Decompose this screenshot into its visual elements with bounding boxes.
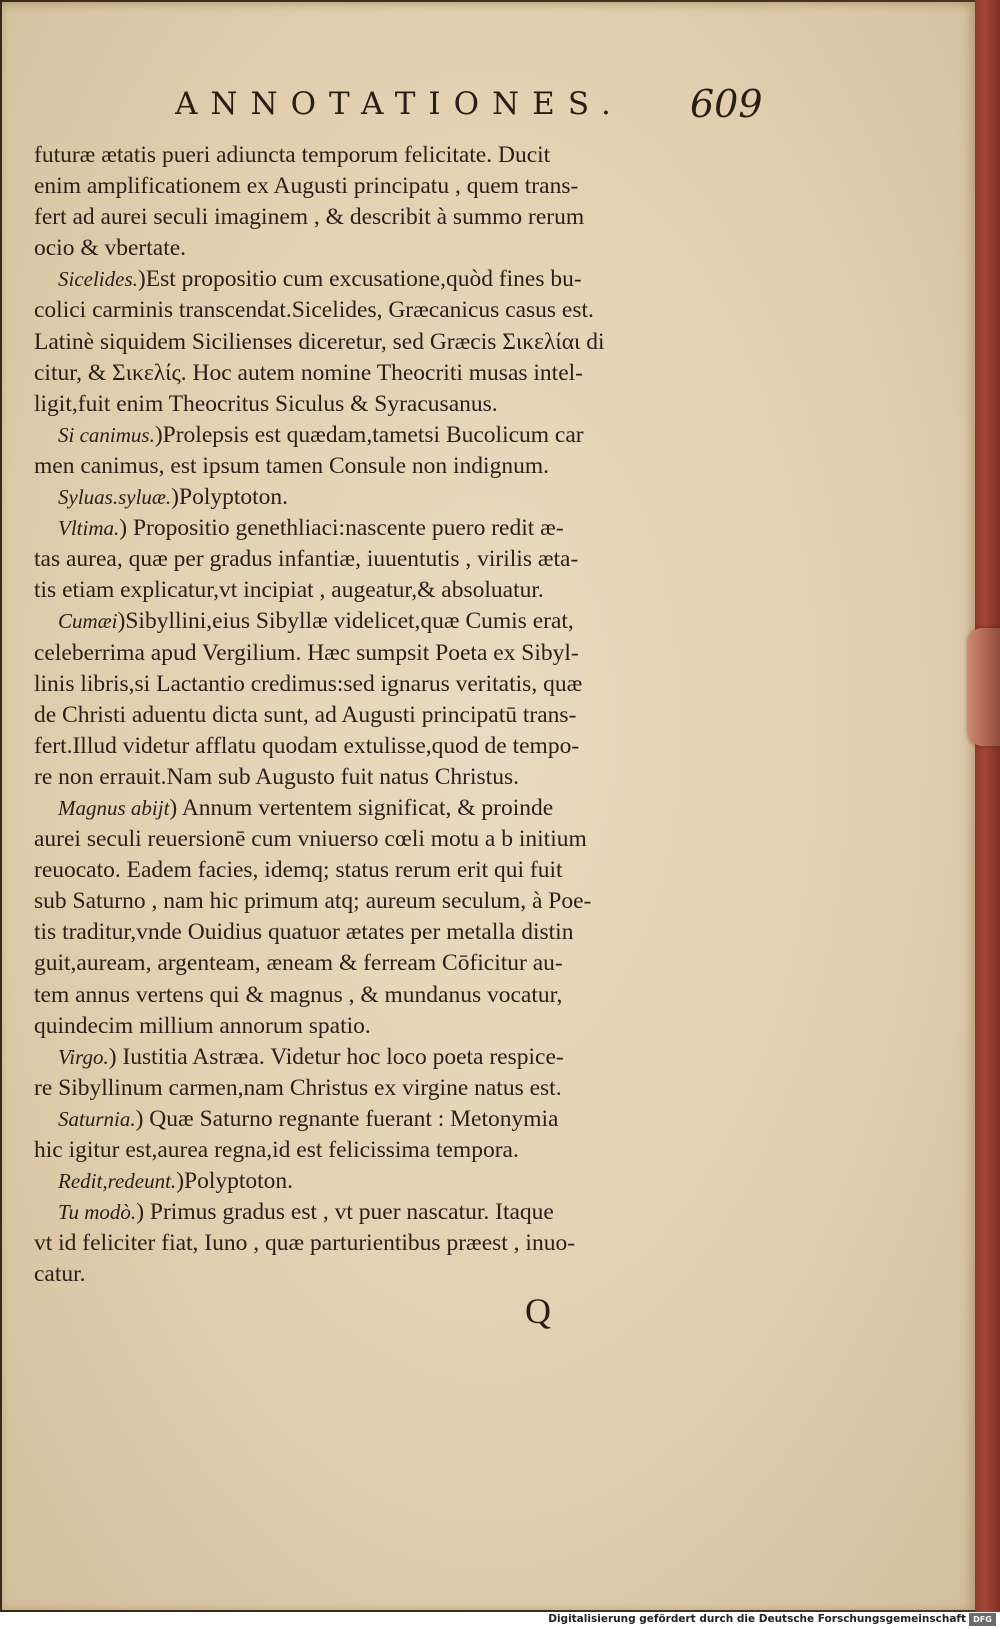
lemma-label: Magnus abijt bbox=[58, 795, 170, 820]
text-line bbox=[34, 638, 776, 669]
text-line bbox=[34, 1042, 776, 1073]
page-number: 609 bbox=[690, 82, 763, 126]
text-line bbox=[34, 1104, 776, 1135]
line-text: tas aurea, quæ per gradus infantiæ, iuuentutis , virilis æta- bbox=[34, 546, 579, 573]
text-line bbox=[34, 762, 776, 793]
text-line bbox=[34, 948, 776, 979]
commentary-text-block bbox=[34, 140, 776, 1290]
line-text: hic igitur est,aurea regna,id est felicissima tempora. bbox=[34, 1137, 519, 1163]
text-line bbox=[34, 513, 776, 544]
text-line bbox=[34, 1259, 776, 1290]
text-line bbox=[34, 451, 776, 482]
text-line bbox=[34, 1166, 776, 1197]
text-line bbox=[34, 1197, 776, 1228]
lemma-label: Saturnia. bbox=[58, 1106, 136, 1131]
line-text: )Est propositio cum excusatione,quòd fines bu- bbox=[137, 266, 582, 293]
dfg-logo: DFG bbox=[969, 1613, 996, 1626]
lemma-label: Syluas.syluæ. bbox=[58, 485, 172, 510]
text-line bbox=[34, 140, 776, 171]
line-text: enim amplificationem ex Augusti principatu , quem trans- bbox=[34, 173, 579, 200]
catchword: Q bbox=[525, 1291, 551, 1331]
line-text: ocio & vbertate. bbox=[34, 235, 187, 262]
lemma-label: Si canimus. bbox=[58, 422, 155, 447]
text-line bbox=[34, 731, 776, 762]
line-text: ) Quæ Saturno regnante fuerant : Metonymia bbox=[135, 1105, 559, 1132]
text-line bbox=[34, 1073, 776, 1104]
line-text: ) Propositio genethliaci:nascente puero redit æ- bbox=[119, 515, 564, 542]
text-line bbox=[34, 575, 776, 606]
line-text: tis traditur,vnde Ouidius quatuor ætates per metalla distin bbox=[34, 919, 574, 946]
line-text: citur, & Σικελίς. Hoc autem nomine Theocriti musas intel- bbox=[34, 359, 583, 386]
lemma-label: Tu modò. bbox=[58, 1200, 137, 1225]
lemma-label: Cumæi bbox=[58, 609, 118, 634]
text-line bbox=[34, 980, 776, 1011]
line-text: de Christi aduentu dicta sunt, ad Augusti principatū trans- bbox=[34, 701, 577, 728]
line-text: ) Iustitia Astræa. Videtur hoc loco poeta respice- bbox=[108, 1043, 564, 1070]
line-text: fert ad aurei seculi imaginem , & describit à summo rerum bbox=[34, 204, 585, 231]
line-text: ) Primus gradus est , vt puer nascatur. Itaque bbox=[136, 1199, 554, 1226]
line-text: quindecim millium annorum spatio. bbox=[34, 1012, 371, 1039]
line-text: re Sibyllinum carmen,nam Christus ex virgine natus est. bbox=[34, 1074, 562, 1101]
text-line bbox=[34, 1228, 776, 1259]
lemma-label: Redit,redeunt. bbox=[58, 1169, 177, 1194]
text-line bbox=[34, 793, 776, 824]
line-text: tis etiam explicatur,vt incipiat , augeatur,& absoluatur. bbox=[34, 577, 544, 604]
text-line bbox=[34, 1135, 776, 1166]
line-text: celeberrima apud Vergilium. Hæc sumpsit Poeta ex Sibyl- bbox=[34, 639, 579, 666]
text-line bbox=[34, 700, 776, 731]
text-line bbox=[34, 171, 776, 202]
line-text: )Prolepsis est quædam,tametsi Bucolicum car bbox=[154, 421, 584, 448]
line-text: futuræ ætatis pueri adiuncta temporum felicitate. Ducit bbox=[34, 142, 551, 168]
line-text: men canimus, est ipsum tamen Consule non indignum. bbox=[34, 452, 549, 479]
lemma-label: Vltima. bbox=[58, 516, 120, 541]
line-text: reuocato. Eadem facies, idemq; status rerum erit qui fuit bbox=[34, 857, 563, 884]
text-line bbox=[34, 327, 776, 358]
text-line bbox=[34, 202, 776, 233]
text-line bbox=[34, 606, 776, 637]
line-text: sub Saturno , nam hic primum atq; aureum seculum, à Poe- bbox=[34, 888, 592, 915]
text-line bbox=[34, 824, 776, 855]
line-text: ) Annum vertentem significat, & proinde bbox=[169, 794, 554, 821]
line-text: guit,auream, argenteam, æneam & ferream Cōficitur au- bbox=[34, 950, 563, 977]
text-line bbox=[34, 389, 776, 420]
text-line bbox=[34, 917, 776, 948]
line-text: re non errauit.Nam sub Augusto fuit natus Christus. bbox=[34, 763, 519, 790]
book-clasp bbox=[968, 628, 1000, 746]
line-text: ligit,fuit enim Theocritus Siculus & Syracusanus. bbox=[34, 390, 498, 417]
line-text: linis libris,si Lactantio credimus:sed ignarus veritatis, quæ bbox=[34, 670, 583, 697]
text-line bbox=[34, 855, 776, 886]
lemma-label: Sicelides. bbox=[58, 267, 138, 292]
line-text: vt id feliciter fiat, Iuno , quæ parturientibus præest , inuo- bbox=[34, 1230, 576, 1257]
text-line bbox=[34, 544, 776, 575]
text-line bbox=[34, 295, 776, 326]
funding-credit: Digitalisierung gefördert durch die Deutsche Forschungsgemeinschaft bbox=[548, 1613, 966, 1625]
line-text: colici carminis transcendat.Sicelides, Græcanicus casus est. bbox=[34, 297, 594, 324]
text-line bbox=[34, 886, 776, 917]
line-text: fert.Illud videtur afflatu quodam extulisse,quod de tempo- bbox=[34, 732, 580, 759]
line-text: )Polyptoton. bbox=[171, 484, 289, 511]
line-text: tem annus vertens qui & magnus , & mundanus vocatur, bbox=[34, 981, 563, 1008]
line-text: Latinè siquidem Sicilienses diceretur, sed Græcis Σικελίαι di bbox=[34, 328, 605, 355]
page-fore-edge bbox=[975, 0, 1000, 1612]
text-line bbox=[34, 420, 776, 451]
text-line bbox=[34, 482, 776, 513]
line-text: )Sibyllini,eius Sibyllæ videlicet,quæ Cumis erat, bbox=[117, 608, 574, 635]
text-line bbox=[34, 358, 776, 389]
lemma-label: Virgo. bbox=[58, 1044, 109, 1069]
running-header: ANNOTATIONES. bbox=[175, 86, 624, 122]
text-line bbox=[34, 669, 776, 700]
text-line bbox=[34, 264, 776, 295]
line-text: catur. bbox=[34, 1261, 86, 1288]
line-text: )Polyptoton. bbox=[176, 1168, 294, 1195]
line-text: aurei seculi reuersionē cum vniuerso cœli motu a b initium bbox=[34, 826, 587, 853]
text-line bbox=[34, 233, 776, 264]
text-line bbox=[34, 1011, 776, 1042]
